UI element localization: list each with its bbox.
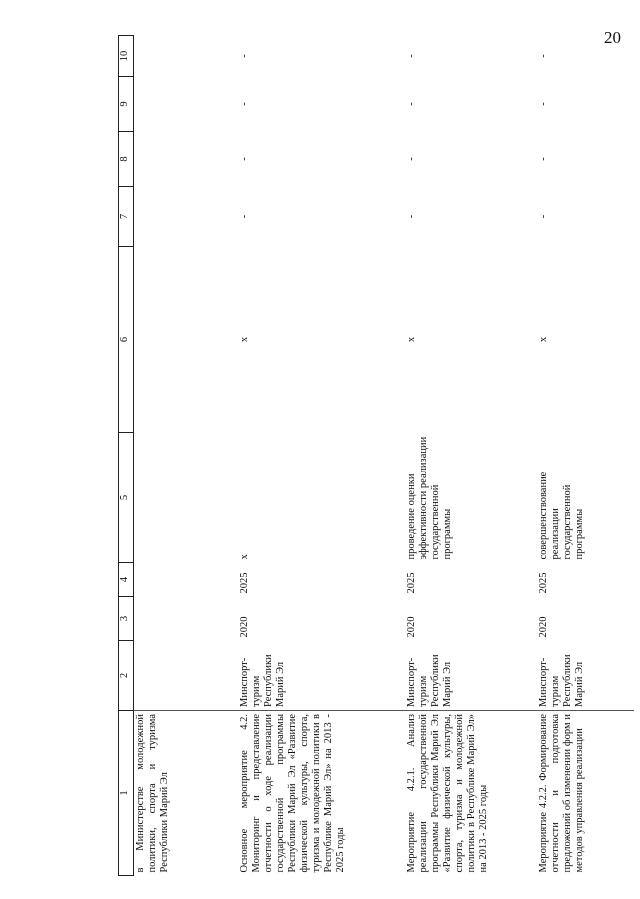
cell-end-year: 2025 xyxy=(538,572,549,594)
header-cell: 3 xyxy=(119,597,134,641)
cell-start-year: 2020 xyxy=(239,616,250,638)
cell-event: в Министерстве молодежной политики, спорта и туризма Республики Марий Эл xyxy=(134,711,239,876)
cell-result: проведение оценки эффективности реализации государственной программы xyxy=(406,436,453,560)
cell-col8: - xyxy=(538,157,549,161)
cell-event: Мероприятие 4.2.2. Формирование отчетности и подготовка предложений об изменении форм и методов управления реализации xyxy=(537,711,634,876)
header-cell: 10 xyxy=(119,36,134,77)
header-cell: 1 xyxy=(119,711,134,876)
header-cell: 6 xyxy=(119,247,134,433)
cell-col6: х xyxy=(538,336,549,343)
cell-end-year: 2025 xyxy=(239,572,250,594)
cell-col10: - xyxy=(538,54,549,58)
cell-col6: х xyxy=(239,336,250,343)
cell-end-year: 2025 xyxy=(406,572,417,594)
cell-start-year xyxy=(134,597,239,641)
table-row xyxy=(405,36,537,876)
cell-col7: - xyxy=(538,214,549,219)
header-cell: 9 xyxy=(119,77,134,132)
cell-col7 xyxy=(134,187,239,247)
cell-col9: - xyxy=(239,102,250,106)
cell-col8 xyxy=(134,132,239,187)
cell-col9: - xyxy=(538,102,549,106)
cell-executor: Минспорт-туризм Республики Марий Эл xyxy=(239,654,286,707)
header-cell: 4 xyxy=(119,563,134,597)
cell-col8: - xyxy=(406,157,417,161)
cell-event: Основное мероприятие 4.2. Мониторинг и представление отчетности о ходе реализации государственной программы Республики Марий Эл «Развитие физической культуры, спорта, туризма и молодежной политики в Республике Марий Эл» на 2013 - 2025 годы xyxy=(238,711,405,876)
cell-end-year xyxy=(134,563,239,597)
cell-event: Мероприятие 4.2.1. Анализ реализации государственной программы Республики Марий Эл «Развитие физической культуры, спорта, туризма и молодежной политики в Республике Марий Эл» на 2013 - 2025 годы xyxy=(405,711,537,876)
cell-col6: х xyxy=(406,336,417,343)
cell-executor: Минспорт-туризм Республики Марий Эл xyxy=(538,654,585,707)
table-row xyxy=(537,36,634,876)
table-row xyxy=(134,36,239,876)
cell-result: совершенствование реализации государственной программы xyxy=(538,471,585,560)
cell-result xyxy=(134,433,239,563)
cell-col10: - xyxy=(239,54,250,58)
cell-col7: - xyxy=(239,214,250,219)
cell-start-year: 2020 xyxy=(406,616,417,638)
rotated-table-container xyxy=(118,36,626,876)
cell-col9: - xyxy=(406,102,417,106)
cell-col6 xyxy=(134,247,239,433)
cell-col7: - xyxy=(406,214,417,219)
cell-col10 xyxy=(134,36,239,77)
header-row xyxy=(119,36,134,876)
cell-executor xyxy=(134,641,239,711)
cell-col9 xyxy=(134,77,239,132)
table-row xyxy=(238,36,405,876)
header-cell: 5 xyxy=(119,433,134,563)
header-cell: 7 xyxy=(119,187,134,247)
cell-start-year: 2020 xyxy=(538,616,549,638)
cell-result: х xyxy=(239,554,250,560)
header-cell: 8 xyxy=(119,132,134,187)
page-number: 20 xyxy=(604,28,621,47)
cell-col10: - xyxy=(406,54,417,58)
cell-executor: Минспорт-туризм Республики Марий Эл xyxy=(406,654,453,707)
data-table xyxy=(118,35,634,876)
cell-col8: - xyxy=(239,157,250,161)
header-cell: 2 xyxy=(119,641,134,711)
